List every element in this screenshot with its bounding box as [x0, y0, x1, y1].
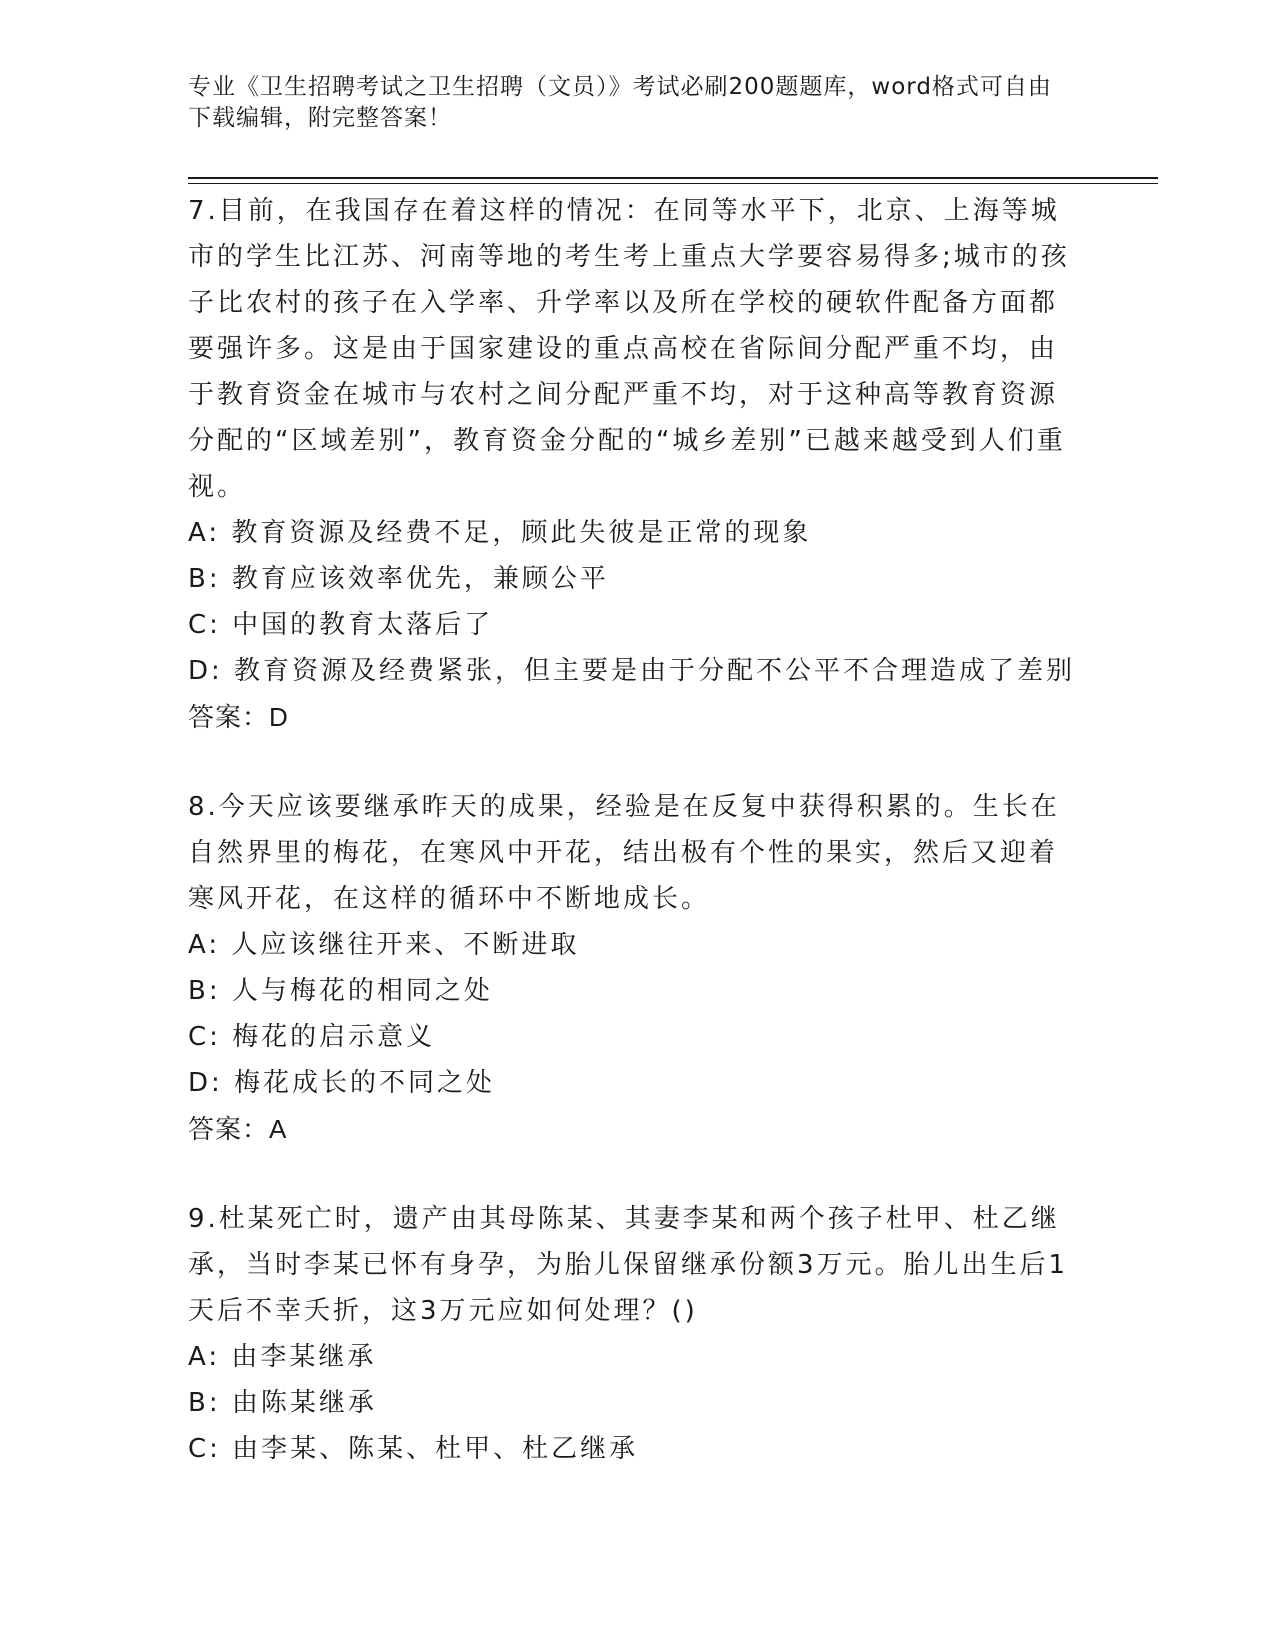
- option-c: C: 中国的教育太落后了: [188, 610, 494, 640]
- header-divider-thick: [188, 177, 1158, 179]
- option-a: A: 人应该继往开来、不断进取: [188, 930, 580, 960]
- option-b: B: 人与梅花的相同之处: [188, 976, 493, 1006]
- option-c: C: 梅花的启示意义: [188, 1022, 436, 1052]
- option-c: C: 由李某、陈某、杜甲、杜乙继承: [188, 1434, 639, 1464]
- option-d: D: 教育资源及经费紧张，但主要是由于分配不公平不合理造成了差别: [188, 656, 1076, 686]
- option-b: B: 由陈某继承: [188, 1388, 377, 1418]
- answer-text: 答案：D: [188, 702, 289, 732]
- answer-text: 答案：A: [188, 1114, 288, 1144]
- question-text: 8.今天应该要继承昨天的成果，经验是在反复中获得积累的。生长在自然界里的梅花，在寒风中开花，结出极有个性的果实，然后又迎着寒风开花，在这样的循环中不断地成长。: [188, 792, 1060, 914]
- question-item: [188, 784, 1078, 1152]
- option-a: A: 教育资源及经费不足，顾此失彼是正常的现象: [188, 518, 812, 548]
- option-a: A: 由李某继承: [188, 1342, 377, 1372]
- option-b: B: 教育应该效率优先，兼顾公平: [188, 564, 609, 594]
- question-item: [188, 188, 1078, 740]
- question-text: 7.目前，在我国存在着这样的情况：在同等水平下，北京、上海等城市的学生比江苏、河南等地的考生考上重点大学要容易得多;城市的孩子比农村的孩子在入学率、升学率以及所在学校的硬软件配备方面都要强许多。这是由于国家建设的重点高校在省际间分配严重不均，由于教育资金在城市与农村之间分配严重不均，对于这种高等教育资源分配的“区域差别”，教育资金分配的“城乡差别”已越来越受到人们重视。: [188, 196, 1070, 502]
- question-item: [188, 1196, 1078, 1472]
- question-list: [188, 188, 1078, 1516]
- document-header: 专业《卫生招聘考试之卫生招聘（文员）》考试必刷200题题库，word格式可自由下载编辑，附完整答案！: [188, 74, 1052, 131]
- option-d: D: 梅花成长的不同之处: [188, 1068, 496, 1098]
- question-text: 9.杜某死亡时，遗产由其母陈某、其妻李某和两个孩子杜甲、杜乙继承，当时李某已怀有身孕，为胎儿保留继承份额3万元。胎儿出生后1天后不幸夭折，这3万元应如何处理？(): [188, 1204, 1069, 1326]
- header-divider-thin: [188, 183, 1158, 184]
